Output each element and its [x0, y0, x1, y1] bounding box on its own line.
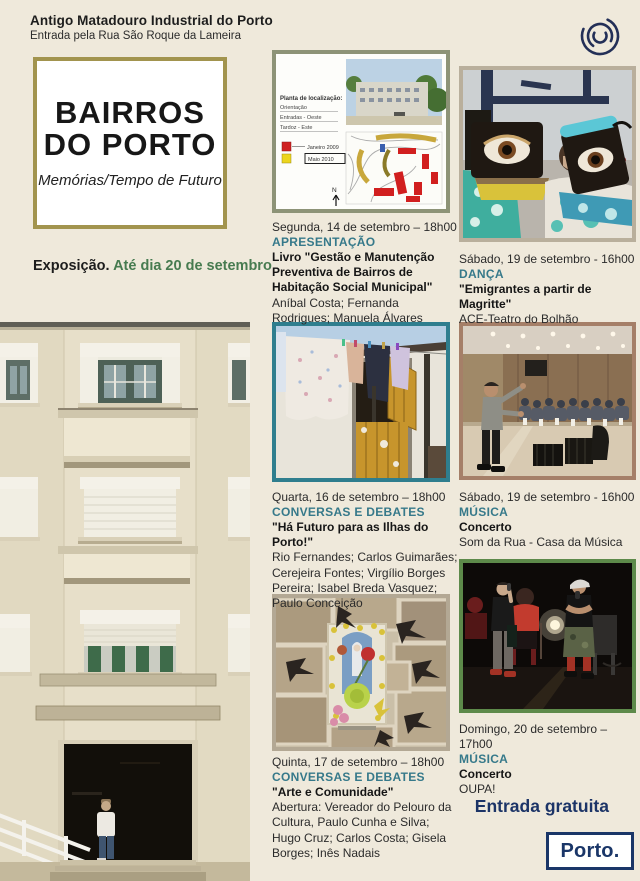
exposition-line: [33, 258, 272, 274]
svg-text:Janeiro 2009: Janeiro 2009: [307, 145, 339, 151]
event-title: Concerto: [459, 520, 512, 535]
balcony-1: [58, 408, 198, 468]
event-title: Livro "Gestão e Manutenção Preventiva de Bairros de Habitação Social Municipal": [272, 250, 435, 295]
event-names: Aníbal Costa; Fernanda Rodrigues; Manuela Álvares: [272, 295, 423, 325]
event-date: Domingo, 20 de setembro – 17h00: [459, 722, 608, 752]
balcony-2: [58, 546, 198, 584]
event-title: "Arte e Comunidade": [272, 785, 394, 800]
event-card-1: [272, 220, 459, 326]
event-photo-2: [459, 66, 636, 242]
entrance: [58, 740, 198, 868]
event-category: CONVERSAS E DEBATES: [272, 770, 425, 785]
porto-logo-text: Porto.: [560, 839, 620, 862]
title-line-2: DO PORTO: [43, 127, 217, 162]
svg-text:Orientação: Orientação: [280, 105, 307, 111]
concert-illustration: [463, 563, 632, 709]
event-names: Abertura: Vereador do Pelouro da Cultura, Paulo Cunha e Silva; Hugo Cruz; Carlos Costa; Gisela Borges; Inês Nadais: [272, 800, 452, 860]
event-names: OUPA!: [459, 782, 496, 797]
event-card-2: [459, 252, 640, 328]
entrance-info: Entrada pela Rua São Roque da Lameira: [30, 30, 241, 42]
event-date: Sábado, 19 de setembro - 16h00: [459, 490, 635, 504]
shrine-illustration: [276, 598, 446, 747]
site-photo: [346, 59, 446, 125]
facade-illustration: [0, 322, 250, 881]
event-names: Rio Fernandes; Carlos Guimarães; Cerejeira Fontes; Virgílio Borges Pereira; Isabel Breda Vasquez; Paulo Conceição: [272, 550, 458, 610]
svg-text:N: N: [332, 187, 337, 194]
event-category: CONVERSAS E DEBATES: [272, 505, 425, 520]
laundry-illustration: [276, 326, 446, 478]
event-photo-4: [459, 322, 636, 480]
event-photo-3: [272, 322, 450, 482]
event-photo-5: [272, 594, 450, 751]
site-plan-illustration: [276, 54, 446, 209]
event-card-5: [272, 755, 459, 861]
spiral-logo-icon: [574, 10, 626, 62]
event-title: "Há Futuro para as Ilhas do Porto!": [272, 520, 429, 550]
event-names: ACE-Teatro do Bolhão: [459, 312, 579, 327]
event-title: Concerto: [459, 767, 512, 782]
plan-title: Planta de localização:: [280, 96, 343, 102]
event-card-6: [459, 722, 640, 798]
event-card-3: [272, 490, 459, 611]
porto-logo: [546, 832, 634, 870]
venue-name: Antigo Matadouro Industrial do Porto: [30, 13, 273, 28]
site-plan: [346, 132, 442, 204]
event-date: Quinta, 17 de setembro – 18h00: [272, 755, 445, 769]
svg-text:Tardoz - Este: Tardoz - Este: [280, 125, 313, 131]
event-date: Quarta, 16 de setembro – 18h00: [272, 490, 446, 504]
facade-photo: [0, 322, 250, 881]
event-category: MÚSICA: [459, 752, 509, 767]
steps: [0, 860, 250, 881]
svg-text:Entradas - Oeste: Entradas - Oeste: [280, 115, 322, 121]
exposition-label: Exposição.: [33, 258, 110, 274]
exposition-dates: Até dia 20 de setembro: [113, 258, 272, 274]
event-names: Som da Rua - Casa da Música: [459, 535, 623, 550]
title-subtitle: Memórias/Tempo de Futuro: [38, 172, 222, 190]
title-box: [33, 57, 227, 229]
rehearsal-illustration: [463, 326, 632, 476]
header: [30, 13, 273, 42]
title-line-1: BAIRROS: [55, 94, 205, 130]
free-entry-note: Entrada gratuita: [474, 796, 609, 816]
event-category: APRESENTAÇÃO: [272, 235, 376, 250]
svg-text:Maio 2010: Maio 2010: [308, 157, 334, 163]
event-card-4: [459, 490, 640, 550]
event-photo-1: [272, 50, 450, 213]
event-category: DANÇA: [459, 267, 504, 282]
event-date: Sábado, 19 de setembro - 16h00: [459, 252, 635, 266]
event-title: "Emigrantes a partir de Magritte": [459, 282, 592, 312]
shrine-tile: [328, 623, 390, 730]
event-category: MÚSICA: [459, 505, 509, 520]
dance-illustration: [463, 70, 632, 238]
event-photo-6: [459, 559, 636, 713]
event-date: Segunda, 14 de setembro – 18h00: [272, 220, 457, 234]
